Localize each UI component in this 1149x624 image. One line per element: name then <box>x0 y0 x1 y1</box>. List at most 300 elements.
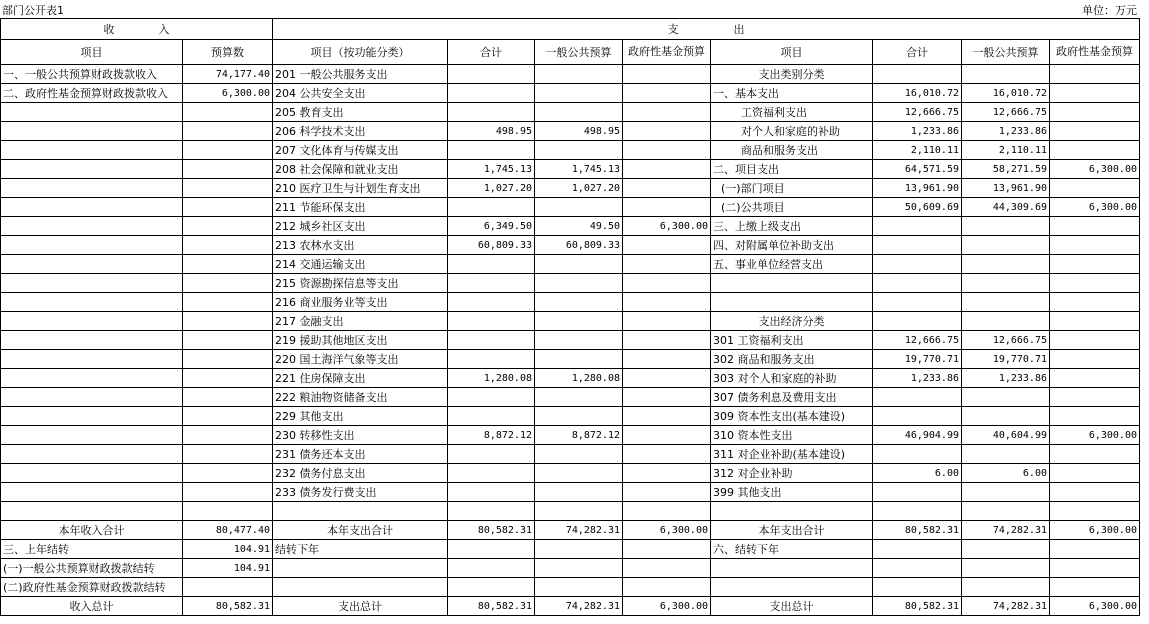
cell-income-item: 本年收入合计 <box>1 521 183 540</box>
cell-total: 80,582.31 <box>448 521 535 540</box>
cell-gov-fund-2 <box>1050 559 1140 578</box>
cell-func-item: 本年支出合计 <box>273 521 448 540</box>
cell-type-item: 支出总计 <box>711 597 873 616</box>
cell-general-budget <box>535 84 623 103</box>
section-header-row <box>1 19 1140 40</box>
cell-income-budget <box>183 350 273 369</box>
cell-income-item <box>1 483 183 502</box>
cell-income-budget <box>183 502 273 521</box>
cell-gov-fund-2: 6,300.00 <box>1050 597 1140 616</box>
cell-income-item: 一、一般公共预算财政拨款收入 <box>1 65 183 84</box>
table-row <box>1 350 1140 369</box>
cell-gov-fund-2 <box>1050 255 1140 274</box>
cell-type-item: 四、对附属单位补助支出 <box>711 236 873 255</box>
table-row <box>1 141 1140 160</box>
cell-total-2: 6.00 <box>873 464 962 483</box>
col-header-general-budget: 一般公共预算 <box>535 40 623 65</box>
cell-general-budget: 8,872.12 <box>535 426 623 445</box>
cell-total: 6,349.50 <box>448 217 535 236</box>
cell-income-item <box>1 502 183 521</box>
cell-type-item: 三、上缴上级支出 <box>711 217 873 236</box>
cell-general-budget: 74,282.31 <box>535 597 623 616</box>
cell-income-budget <box>183 141 273 160</box>
cell-total: 498.95 <box>448 122 535 141</box>
cell-income-item <box>1 464 183 483</box>
cell-gov-fund <box>623 255 711 274</box>
col-header-income-item: 项目 <box>1 40 183 65</box>
cell-general-budget: 498.95 <box>535 122 623 141</box>
cell-gov-fund-2 <box>1050 236 1140 255</box>
cell-gov-fund-2 <box>1050 293 1140 312</box>
cell-general-budget-2 <box>962 65 1050 84</box>
cell-type-item: 六、结转下年 <box>711 540 873 559</box>
cell-general-budget <box>535 540 623 559</box>
cell-general-budget <box>535 255 623 274</box>
cell-gov-fund-2 <box>1050 350 1140 369</box>
table-row <box>1 122 1140 141</box>
cell-total-2: 80,582.31 <box>873 521 962 540</box>
cell-general-budget-2: 74,282.31 <box>962 597 1050 616</box>
cell-gov-fund-2 <box>1050 445 1140 464</box>
cell-gov-fund-2 <box>1050 65 1140 84</box>
col-header-total-2: 合计 <box>873 40 962 65</box>
table-row <box>1 407 1140 426</box>
cell-func-item <box>273 559 448 578</box>
cell-gov-fund-2 <box>1050 502 1140 521</box>
cell-total-2 <box>873 483 962 502</box>
cell-total <box>448 274 535 293</box>
cell-total <box>448 141 535 160</box>
cell-type-item: 310 资本性支出 <box>711 426 873 445</box>
cell-total-2: 16,010.72 <box>873 84 962 103</box>
col-header-func-item: 项目（按功能分类） <box>273 40 448 65</box>
cell-income-budget <box>183 331 273 350</box>
cell-income-budget <box>183 274 273 293</box>
cell-income-item <box>1 388 183 407</box>
cell-total <box>448 578 535 597</box>
expense-section-header: 支 出 <box>273 19 1140 40</box>
cell-general-budget <box>535 312 623 331</box>
cell-gov-fund-2 <box>1050 483 1140 502</box>
table-row <box>1 388 1140 407</box>
cell-income-budget <box>183 217 273 236</box>
cell-income-budget: 74,177.40 <box>183 65 273 84</box>
cell-income-item <box>1 217 183 236</box>
cell-func-item: 216 商业服务业等支出 <box>273 293 448 312</box>
cell-income-item <box>1 122 183 141</box>
cell-general-budget <box>535 388 623 407</box>
cell-income-item <box>1 103 183 122</box>
cell-total-2: 64,571.59 <box>873 160 962 179</box>
cell-total <box>448 445 535 464</box>
cell-gov-fund-2 <box>1050 274 1140 293</box>
cell-type-item: 301 工资福利支出 <box>711 331 873 350</box>
cell-income-budget <box>183 255 273 274</box>
col-header-gov-fund-2: 政府性基金预算 <box>1050 40 1140 65</box>
cell-func-item: 204 公共安全支出 <box>273 84 448 103</box>
cell-total-2 <box>873 65 962 84</box>
cell-total-2 <box>873 312 962 331</box>
cell-general-budget-2 <box>962 255 1050 274</box>
cell-general-budget: 1,745.13 <box>535 160 623 179</box>
cell-general-budget: 49.50 <box>535 217 623 236</box>
cell-gov-fund <box>623 426 711 445</box>
cell-gov-fund-2 <box>1050 464 1140 483</box>
cell-total <box>448 483 535 502</box>
cell-total-2: 13,961.90 <box>873 179 962 198</box>
cell-type-item <box>711 559 873 578</box>
cell-total-2: 80,582.31 <box>873 597 962 616</box>
cell-type-item: 311 对企业补助(基本建设) <box>711 445 873 464</box>
cell-general-budget <box>535 198 623 217</box>
cell-gov-fund <box>623 141 711 160</box>
cell-general-budget: 74,282.31 <box>535 521 623 540</box>
cell-income-item <box>1 445 183 464</box>
cell-general-budget <box>535 103 623 122</box>
cell-general-budget <box>535 293 623 312</box>
cell-total: 1,027.20 <box>448 179 535 198</box>
table-row <box>1 293 1140 312</box>
cell-func-item: 207 文化体育与传媒支出 <box>273 141 448 160</box>
cell-total-2 <box>873 540 962 559</box>
table-row <box>1 369 1140 388</box>
cell-func-item: 220 国土海洋气象等支出 <box>273 350 448 369</box>
cell-type-item: 工资福利支出 <box>711 103 873 122</box>
table-row <box>1 179 1140 198</box>
cell-total <box>448 407 535 426</box>
budget-table <box>0 18 1140 616</box>
cell-total <box>448 293 535 312</box>
cell-general-budget: 1,280.08 <box>535 369 623 388</box>
cell-total <box>448 331 535 350</box>
cell-income-budget <box>183 198 273 217</box>
table-row <box>1 84 1140 103</box>
cell-total <box>448 540 535 559</box>
cell-type-item <box>711 502 873 521</box>
cell-total-2: 2,110.11 <box>873 141 962 160</box>
cell-gov-fund <box>623 540 711 559</box>
cell-income-budget <box>183 160 273 179</box>
cell-gov-fund: 6,300.00 <box>623 597 711 616</box>
cell-income-item <box>1 160 183 179</box>
cell-income-item <box>1 236 183 255</box>
cell-func-item: 229 其他支出 <box>273 407 448 426</box>
cell-gov-fund <box>623 464 711 483</box>
cell-gov-fund <box>623 179 711 198</box>
cell-gov-fund-2: 6,300.00 <box>1050 198 1140 217</box>
cell-total-2: 50,609.69 <box>873 198 962 217</box>
cell-gov-fund <box>623 578 711 597</box>
cell-type-item: 支出类别分类 <box>711 65 873 84</box>
cell-type-item: 商品和服务支出 <box>711 141 873 160</box>
cell-income-budget <box>183 312 273 331</box>
cell-general-budget-2 <box>962 540 1050 559</box>
cell-total-2: 1,233.86 <box>873 369 962 388</box>
table-row <box>1 65 1140 84</box>
cell-income-budget <box>183 388 273 407</box>
cell-income-item <box>1 141 183 160</box>
table-row <box>1 331 1140 350</box>
cell-total-2 <box>873 293 962 312</box>
cell-func-item: 219 援助其他地区支出 <box>273 331 448 350</box>
cell-type-item: (一)部门项目 <box>711 179 873 198</box>
cell-general-budget-2 <box>962 502 1050 521</box>
cell-general-budget-2 <box>962 217 1050 236</box>
cell-income-item <box>1 179 183 198</box>
cell-income-budget <box>183 578 273 597</box>
table-row <box>1 217 1140 236</box>
cell-income-item: (二)政府性基金预算财政拨款结转 <box>1 578 183 597</box>
cell-general-budget-2: 6.00 <box>962 464 1050 483</box>
cell-gov-fund <box>623 103 711 122</box>
cell-general-budget: 60,809.33 <box>535 236 623 255</box>
income-section-header: 收 入 <box>1 19 273 40</box>
table-row <box>1 502 1140 521</box>
cell-gov-fund <box>623 350 711 369</box>
cell-gov-fund <box>623 65 711 84</box>
cell-general-budget <box>535 331 623 350</box>
col-header-general-budget-2: 一般公共预算 <box>962 40 1050 65</box>
column-header-row <box>1 40 1140 65</box>
cell-income-item <box>1 369 183 388</box>
cell-type-item: 303 对个人和家庭的补助 <box>711 369 873 388</box>
cell-income-budget: 80,477.40 <box>183 521 273 540</box>
cell-func-item: 211 节能环保支出 <box>273 198 448 217</box>
cell-income-budget <box>183 426 273 445</box>
cell-total <box>448 464 535 483</box>
cell-gov-fund <box>623 331 711 350</box>
cell-general-budget-2 <box>962 407 1050 426</box>
table-row <box>1 483 1140 502</box>
cell-total: 1,280.08 <box>448 369 535 388</box>
cell-func-item: 221 住房保障支出 <box>273 369 448 388</box>
cell-income-item <box>1 274 183 293</box>
cell-type-item <box>711 578 873 597</box>
cell-total-2 <box>873 388 962 407</box>
cell-type-item: (二)公共项目 <box>711 198 873 217</box>
cell-general-budget <box>535 274 623 293</box>
cell-total: 80,582.31 <box>448 597 535 616</box>
report-header <box>0 0 1149 18</box>
table-row <box>1 597 1140 616</box>
cell-gov-fund: 6,300.00 <box>623 217 711 236</box>
cell-type-item: 对个人和家庭的补助 <box>711 122 873 141</box>
table-row <box>1 103 1140 122</box>
cell-general-budget-2 <box>962 236 1050 255</box>
cell-general-budget-2 <box>962 445 1050 464</box>
cell-gov-fund-2: 6,300.00 <box>1050 521 1140 540</box>
cell-gov-fund-2 <box>1050 388 1140 407</box>
cell-income-budget: 104.91 <box>183 540 273 559</box>
cell-general-budget-2: 12,666.75 <box>962 103 1050 122</box>
table-row <box>1 426 1140 445</box>
cell-gov-fund-2 <box>1050 103 1140 122</box>
cell-income-budget: 6,300.00 <box>183 84 273 103</box>
table-row <box>1 559 1140 578</box>
cell-total: 8,872.12 <box>448 426 535 445</box>
cell-total-2: 12,666.75 <box>873 331 962 350</box>
cell-income-budget <box>183 445 273 464</box>
table-row <box>1 445 1140 464</box>
cell-total <box>448 103 535 122</box>
cell-income-item <box>1 312 183 331</box>
cell-income-item <box>1 293 183 312</box>
cell-income-budget <box>183 407 273 426</box>
cell-income-budget: 80,582.31 <box>183 597 273 616</box>
cell-total-2: 1,233.86 <box>873 122 962 141</box>
cell-gov-fund <box>623 198 711 217</box>
table-row <box>1 578 1140 597</box>
cell-general-budget-2: 1,233.86 <box>962 122 1050 141</box>
cell-gov-fund <box>623 122 711 141</box>
cell-total <box>448 502 535 521</box>
cell-gov-fund-2 <box>1050 407 1140 426</box>
cell-general-budget-2 <box>962 293 1050 312</box>
cell-gov-fund-2 <box>1050 179 1140 198</box>
cell-total-2 <box>873 274 962 293</box>
cell-total-2 <box>873 559 962 578</box>
cell-gov-fund-2 <box>1050 578 1140 597</box>
cell-general-budget-2: 74,282.31 <box>962 521 1050 540</box>
cell-income-budget <box>183 293 273 312</box>
cell-general-budget-2 <box>962 578 1050 597</box>
cell-func-item: 215 资源勘探信息等支出 <box>273 274 448 293</box>
cell-gov-fund: 6,300.00 <box>623 521 711 540</box>
cell-income-budget <box>183 236 273 255</box>
table-row <box>1 464 1140 483</box>
cell-func-item: 233 债务发行费支出 <box>273 483 448 502</box>
cell-general-budget <box>535 65 623 84</box>
cell-general-budget-2: 16,010.72 <box>962 84 1050 103</box>
cell-func-item: 217 金融支出 <box>273 312 448 331</box>
cell-gov-fund <box>623 84 711 103</box>
cell-total: 1,745.13 <box>448 160 535 179</box>
cell-gov-fund <box>623 502 711 521</box>
table-row <box>1 255 1140 274</box>
cell-gov-fund-2: 6,300.00 <box>1050 426 1140 445</box>
cell-gov-fund <box>623 369 711 388</box>
cell-gov-fund <box>623 388 711 407</box>
cell-general-budget-2 <box>962 559 1050 578</box>
cell-general-budget <box>535 464 623 483</box>
cell-total-2: 46,904.99 <box>873 426 962 445</box>
table-row <box>1 198 1140 217</box>
cell-type-item <box>711 274 873 293</box>
cell-income-budget <box>183 369 273 388</box>
cell-total <box>448 84 535 103</box>
cell-total-2 <box>873 502 962 521</box>
cell-gov-fund <box>623 312 711 331</box>
cell-gov-fund-2 <box>1050 217 1140 236</box>
cell-gov-fund <box>623 236 711 255</box>
cell-general-budget-2: 19,770.71 <box>962 350 1050 369</box>
cell-gov-fund-2 <box>1050 331 1140 350</box>
table-row <box>1 274 1140 293</box>
cell-income-item <box>1 255 183 274</box>
cell-general-budget-2: 2,110.11 <box>962 141 1050 160</box>
cell-func-item: 210 医疗卫生与计划生育支出 <box>273 179 448 198</box>
cell-gov-fund <box>623 293 711 312</box>
table-row <box>1 540 1140 559</box>
cell-total: 60,809.33 <box>448 236 535 255</box>
cell-general-budget <box>535 559 623 578</box>
cell-gov-fund <box>623 445 711 464</box>
cell-gov-fund-2 <box>1050 312 1140 331</box>
cell-total-2: 12,666.75 <box>873 103 962 122</box>
cell-func-item: 230 转移性支出 <box>273 426 448 445</box>
cell-type-item: 302 商品和服务支出 <box>711 350 873 369</box>
cell-func-item: 205 教育支出 <box>273 103 448 122</box>
cell-total-2 <box>873 407 962 426</box>
cell-gov-fund-2 <box>1050 141 1140 160</box>
cell-gov-fund <box>623 483 711 502</box>
cell-gov-fund <box>623 559 711 578</box>
cell-general-budget <box>535 407 623 426</box>
col-header-income-budget: 预算数 <box>183 40 273 65</box>
cell-total <box>448 255 535 274</box>
cell-total-2 <box>873 217 962 236</box>
cell-gov-fund-2 <box>1050 84 1140 103</box>
cell-general-budget-2: 58,271.59 <box>962 160 1050 179</box>
cell-func-item: 231 债务还本支出 <box>273 445 448 464</box>
cell-income-budget <box>183 103 273 122</box>
table-row <box>1 312 1140 331</box>
cell-type-item: 本年支出合计 <box>711 521 873 540</box>
cell-total-2 <box>873 578 962 597</box>
cell-type-item: 支出经济分类 <box>711 312 873 331</box>
table-body <box>1 65 1140 616</box>
cell-gov-fund-2 <box>1050 540 1140 559</box>
cell-general-budget <box>535 578 623 597</box>
cell-total <box>448 559 535 578</box>
cell-income-item: (一)一般公共预算财政拨款结转 <box>1 559 183 578</box>
cell-func-item: 213 农林水支出 <box>273 236 448 255</box>
cell-income-budget <box>183 483 273 502</box>
table-row <box>1 236 1140 255</box>
cell-func-item <box>273 578 448 597</box>
col-header-total: 合计 <box>448 40 535 65</box>
cell-type-item: 399 其他支出 <box>711 483 873 502</box>
cell-general-budget-2: 12,666.75 <box>962 331 1050 350</box>
cell-gov-fund-2 <box>1050 369 1140 388</box>
cell-general-budget-2 <box>962 483 1050 502</box>
cell-total-2 <box>873 445 962 464</box>
col-header-gov-fund: 政府性基金预算 <box>623 40 711 65</box>
cell-income-budget <box>183 464 273 483</box>
cell-func-item: 206 科学技术支出 <box>273 122 448 141</box>
cell-gov-fund <box>623 160 711 179</box>
cell-income-item <box>1 426 183 445</box>
cell-total <box>448 65 535 84</box>
cell-func-item: 214 交通运输支出 <box>273 255 448 274</box>
cell-total-2 <box>873 255 962 274</box>
cell-func-item <box>273 502 448 521</box>
cell-general-budget-2 <box>962 388 1050 407</box>
cell-general-budget <box>535 502 623 521</box>
cell-general-budget: 1,027.20 <box>535 179 623 198</box>
cell-func-item: 222 粮油物资储备支出 <box>273 388 448 407</box>
cell-income-budget <box>183 179 273 198</box>
cell-type-item: 309 资本性支出(基本建设) <box>711 407 873 426</box>
cell-income-item <box>1 407 183 426</box>
cell-income-budget <box>183 122 273 141</box>
cell-general-budget <box>535 350 623 369</box>
cell-general-budget-2 <box>962 274 1050 293</box>
cell-total-2: 19,770.71 <box>873 350 962 369</box>
cell-total <box>448 350 535 369</box>
cell-income-item: 收入总计 <box>1 597 183 616</box>
cell-total-2 <box>873 236 962 255</box>
